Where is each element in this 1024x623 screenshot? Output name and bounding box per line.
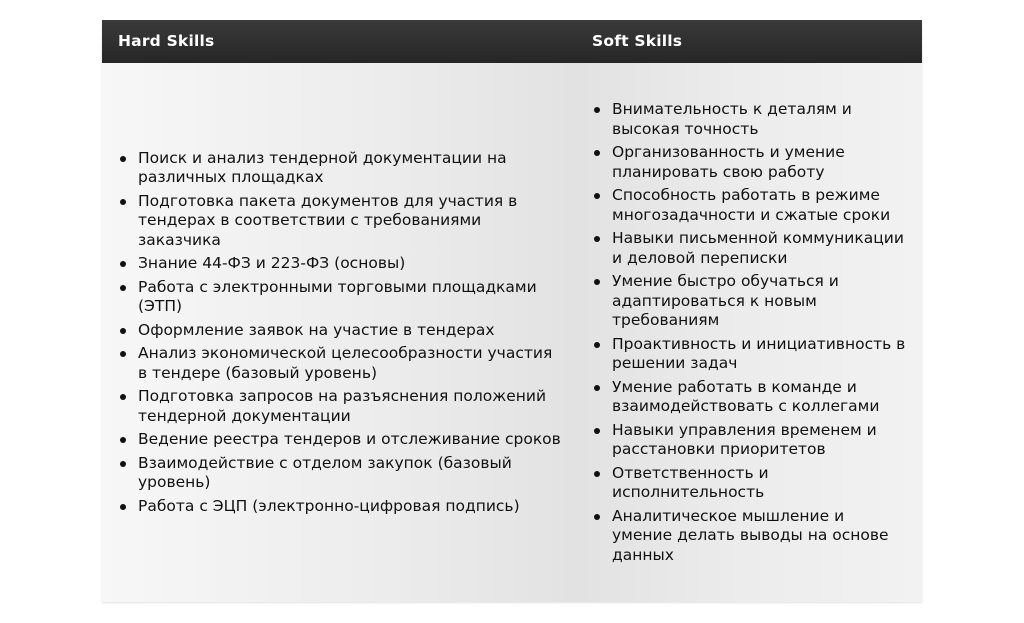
table-header xyxy=(102,20,922,63)
skills-table xyxy=(102,20,922,602)
list-item: Аналитическое мышление и умение делать выводы на основе данных xyxy=(612,507,908,566)
list-item: Работа с ЭЦП (электронно-цифровая подпись) xyxy=(138,497,566,517)
list-item: Способность работать в режиме многозадачности и сжатые сроки xyxy=(612,186,908,225)
soft-skills-list xyxy=(576,100,922,565)
header-hard-skills: Hard Skills xyxy=(118,32,215,50)
list-item: Анализ экономической целесообразности участия в тендере (базовый уровень) xyxy=(138,344,566,383)
list-item: Умение быстро обучаться и адаптироваться к новым требованиям xyxy=(612,272,908,331)
list-item: Работа с электронными торговыми площадками (ЭТП) xyxy=(138,278,566,317)
list-item: Поиск и анализ тендерной документации на различных площадках xyxy=(138,149,566,188)
header-soft-skills: Soft Skills xyxy=(592,32,683,50)
soft-skills-column xyxy=(576,63,922,602)
hard-skills-column xyxy=(102,63,576,602)
list-item: Умение работать в команде и взаимодействовать с коллегами xyxy=(612,378,908,417)
list-item: Навыки управления временем и расстановки приоритетов xyxy=(612,421,908,460)
list-item: Подготовка запросов на разъяснения положений тендерной документации xyxy=(138,387,566,426)
list-item: Проактивность и инициативность в решении задач xyxy=(612,335,908,374)
list-item: Оформление заявок на участие в тендерах xyxy=(138,321,566,341)
list-item: Ответственность и исполнительность xyxy=(612,464,908,503)
list-item: Навыки письменной коммуникации и деловой переписки xyxy=(612,229,908,268)
list-item: Внимательность к деталям и высокая точность xyxy=(612,100,908,139)
list-item: Взаимодействие с отделом закупок (базовый уровень) xyxy=(138,454,566,493)
list-item: Ведение реестра тендеров и отслеживание сроков xyxy=(138,430,566,450)
hard-skills-list xyxy=(102,149,576,517)
list-item: Знание 44-ФЗ и 223-ФЗ (основы) xyxy=(138,254,566,274)
list-item: Организованность и умение планировать свою работу xyxy=(612,143,908,182)
list-item: Подготовка пакета документов для участия в тендерах в соответствии с требованиями заказчика xyxy=(138,192,566,251)
